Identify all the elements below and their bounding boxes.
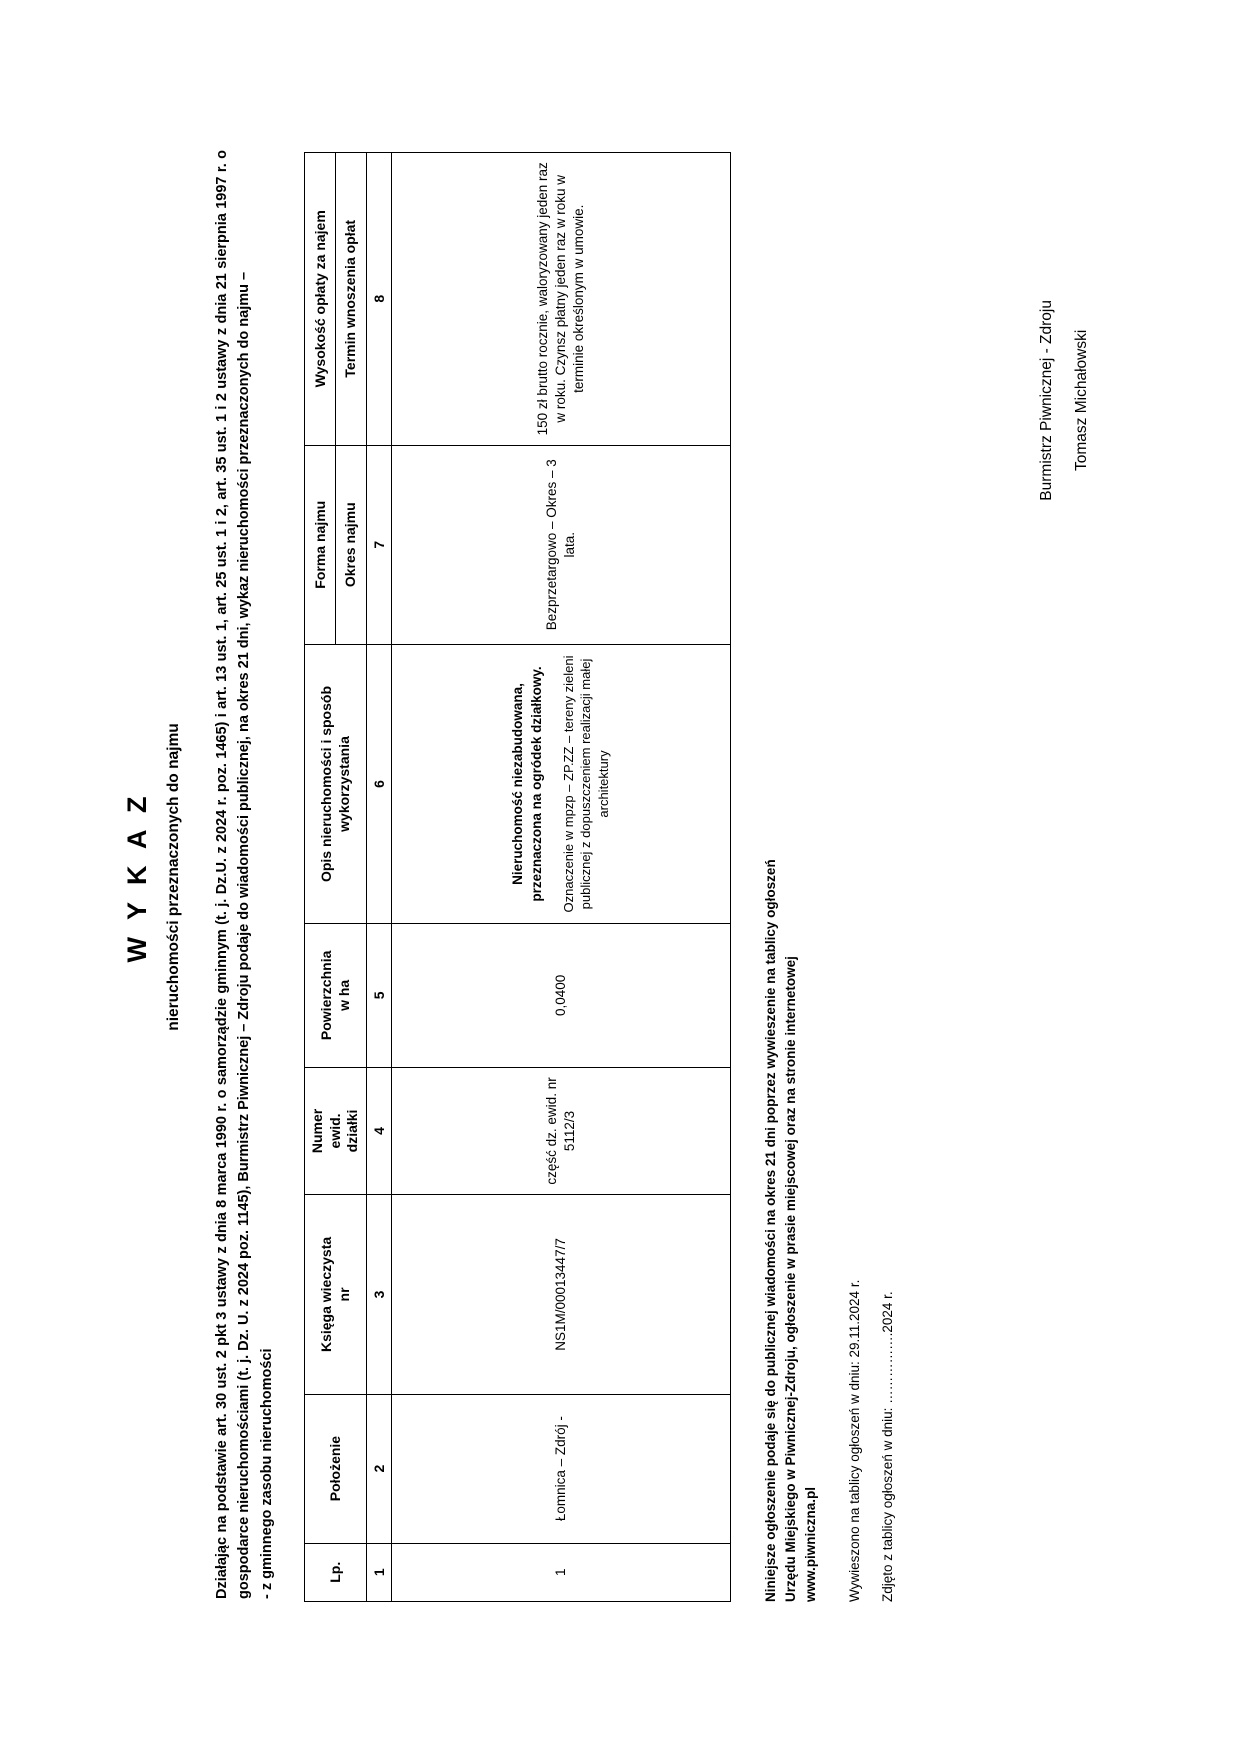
signature-name: Tomasz Michałowski — [1073, 329, 1091, 471]
header-okres-najmu: Okres najmu — [336, 445, 367, 644]
cell-polozenie: Łomnica – Zdrój - — [391, 1394, 730, 1543]
header-group-wysokosc-oplaty: Wysokość opłaty za najem — [305, 153, 336, 446]
header-pow-line1: Powierzchnia — [318, 950, 335, 1041]
footer-notice-line1: Niniejsze ogłoszenie podaje się do publicznej wiadomości na okres 21 dni poprzez wywieszenie na tablicy ogłoszeń Urzędu Miejskiego w Piwnicznej-Zdroju, — [762, 859, 799, 1602]
signature-block — [1029, 300, 1100, 501]
cell-opis — [391, 644, 730, 923]
cell-oplata: 150 zł brutto rocznie, waloryzowany jeden raz w roku. Czynsz płatny jeden raz w roku w terminie określonym w umowie. — [391, 153, 730, 446]
header-numer-line3: działki — [344, 1109, 361, 1153]
header-group-forma-najmu: Forma najmu — [305, 445, 336, 644]
cell-okres-najmu: Bezprzetargowo – Okres – 3 lata. — [391, 445, 730, 644]
footer-notice — [761, 842, 822, 1602]
wykaz-table — [304, 152, 731, 1602]
cell-numer-dzialki: część dz. ewid. nr 5112/3 — [391, 1067, 730, 1195]
colnum-6: 6 — [366, 644, 391, 923]
colnum-5: 5 — [366, 924, 391, 1068]
header-opis-line2: wykorzystania — [335, 736, 352, 832]
table-row — [391, 153, 730, 1602]
intro-block — [211, 150, 278, 1599]
cell-opis-bold: Nieruchomość niezabudowana, przeznaczona na ogródek działkowy. — [510, 666, 544, 902]
table-column-number-row — [366, 153, 391, 1602]
table-group-header-row — [305, 153, 336, 1602]
header-opis — [305, 644, 367, 923]
footer-removed-line: Zdjęto z tablicy ogłoszeń w dniu: …………….2024 r. — [880, 1291, 896, 1602]
page-title: W Y K A Z — [122, 791, 152, 963]
colnum-7: 7 — [366, 445, 391, 644]
header-opis-line1: Opis nieruchomości i sposób — [318, 685, 335, 883]
header-polozenie: Położenie — [305, 1394, 367, 1543]
cell-lp: 1 — [391, 1543, 730, 1601]
cell-opis-text: Oznaczenie w mpzp – ZP.ZZ – tereny zieleni publicznej z dopuszczeniem realizacji małej architektury — [560, 655, 611, 913]
colnum-3: 3 — [366, 1195, 391, 1394]
footer-block — [761, 152, 899, 1602]
colnum-1: 1 — [366, 1543, 391, 1601]
colnum-4: 4 — [366, 1067, 391, 1195]
footer-notice-line2: ogłoszenie w prasie miejscowej oraz na stronie internetowej www.piwniczna.pl — [783, 956, 819, 1602]
colnum-2: 2 — [366, 1394, 391, 1543]
intro-paragraph-2: - z gminnego zasobu nieruchomości — [258, 1348, 275, 1599]
header-kw-line1: Księga wieczysta — [318, 1236, 335, 1353]
header-numer-line1: Numer — [309, 1108, 326, 1154]
header-numer-line2: ewid. — [326, 1113, 343, 1149]
intro-paragraph-1: Działając na podstawie art. 30 ust. 2 pkt 3 ustawy z dnia 8 marca 1990 r. o samorządzie gminnym (t. j. Dz.U. z 2024 r. poz. 1465) i art. 13 ust. 1, art. 25 ust. 1 i 2, art. 35 ust. 1 i 2 ustawy z dnia 21 sierpnia 1997 r. o gospodarce nieruchomościami (t. j. Dz. U. z 2024 poz. 1145), Burmistrz Piwnicznej – Zdroju podaje do wiadomości publicznej, na okres 21 dni, wykaz nieruchomości przeznaczonych do najmu – — [214, 150, 253, 1599]
header-pow-line2: w ha — [335, 979, 352, 1011]
header-termin-wnoszenia: Termin wnoszenia opłat — [336, 153, 367, 446]
footer-posted-line: Wywieszono na tablicy ogłoszeń w dniu: 29.11.2024 r. — [846, 1279, 862, 1602]
header-ksiega-wieczysta — [305, 1195, 367, 1394]
signature-role: Burmistrz Piwnicznej - Zdroju — [1037, 300, 1055, 501]
page-subtitle: nieruchomości przeznaczonych do najmu — [165, 723, 182, 1031]
colnum-8: 8 — [366, 153, 391, 446]
header-numer-dzialki — [305, 1067, 367, 1195]
header-kw-line2: nr — [335, 1287, 352, 1302]
cell-powierzchnia: 0,0400 — [391, 924, 730, 1068]
header-lp: Lp. — [305, 1543, 367, 1601]
header-powierzchnia — [305, 924, 367, 1068]
cell-ksiega-wieczysta: NS1M/00013447/7 — [391, 1195, 730, 1394]
